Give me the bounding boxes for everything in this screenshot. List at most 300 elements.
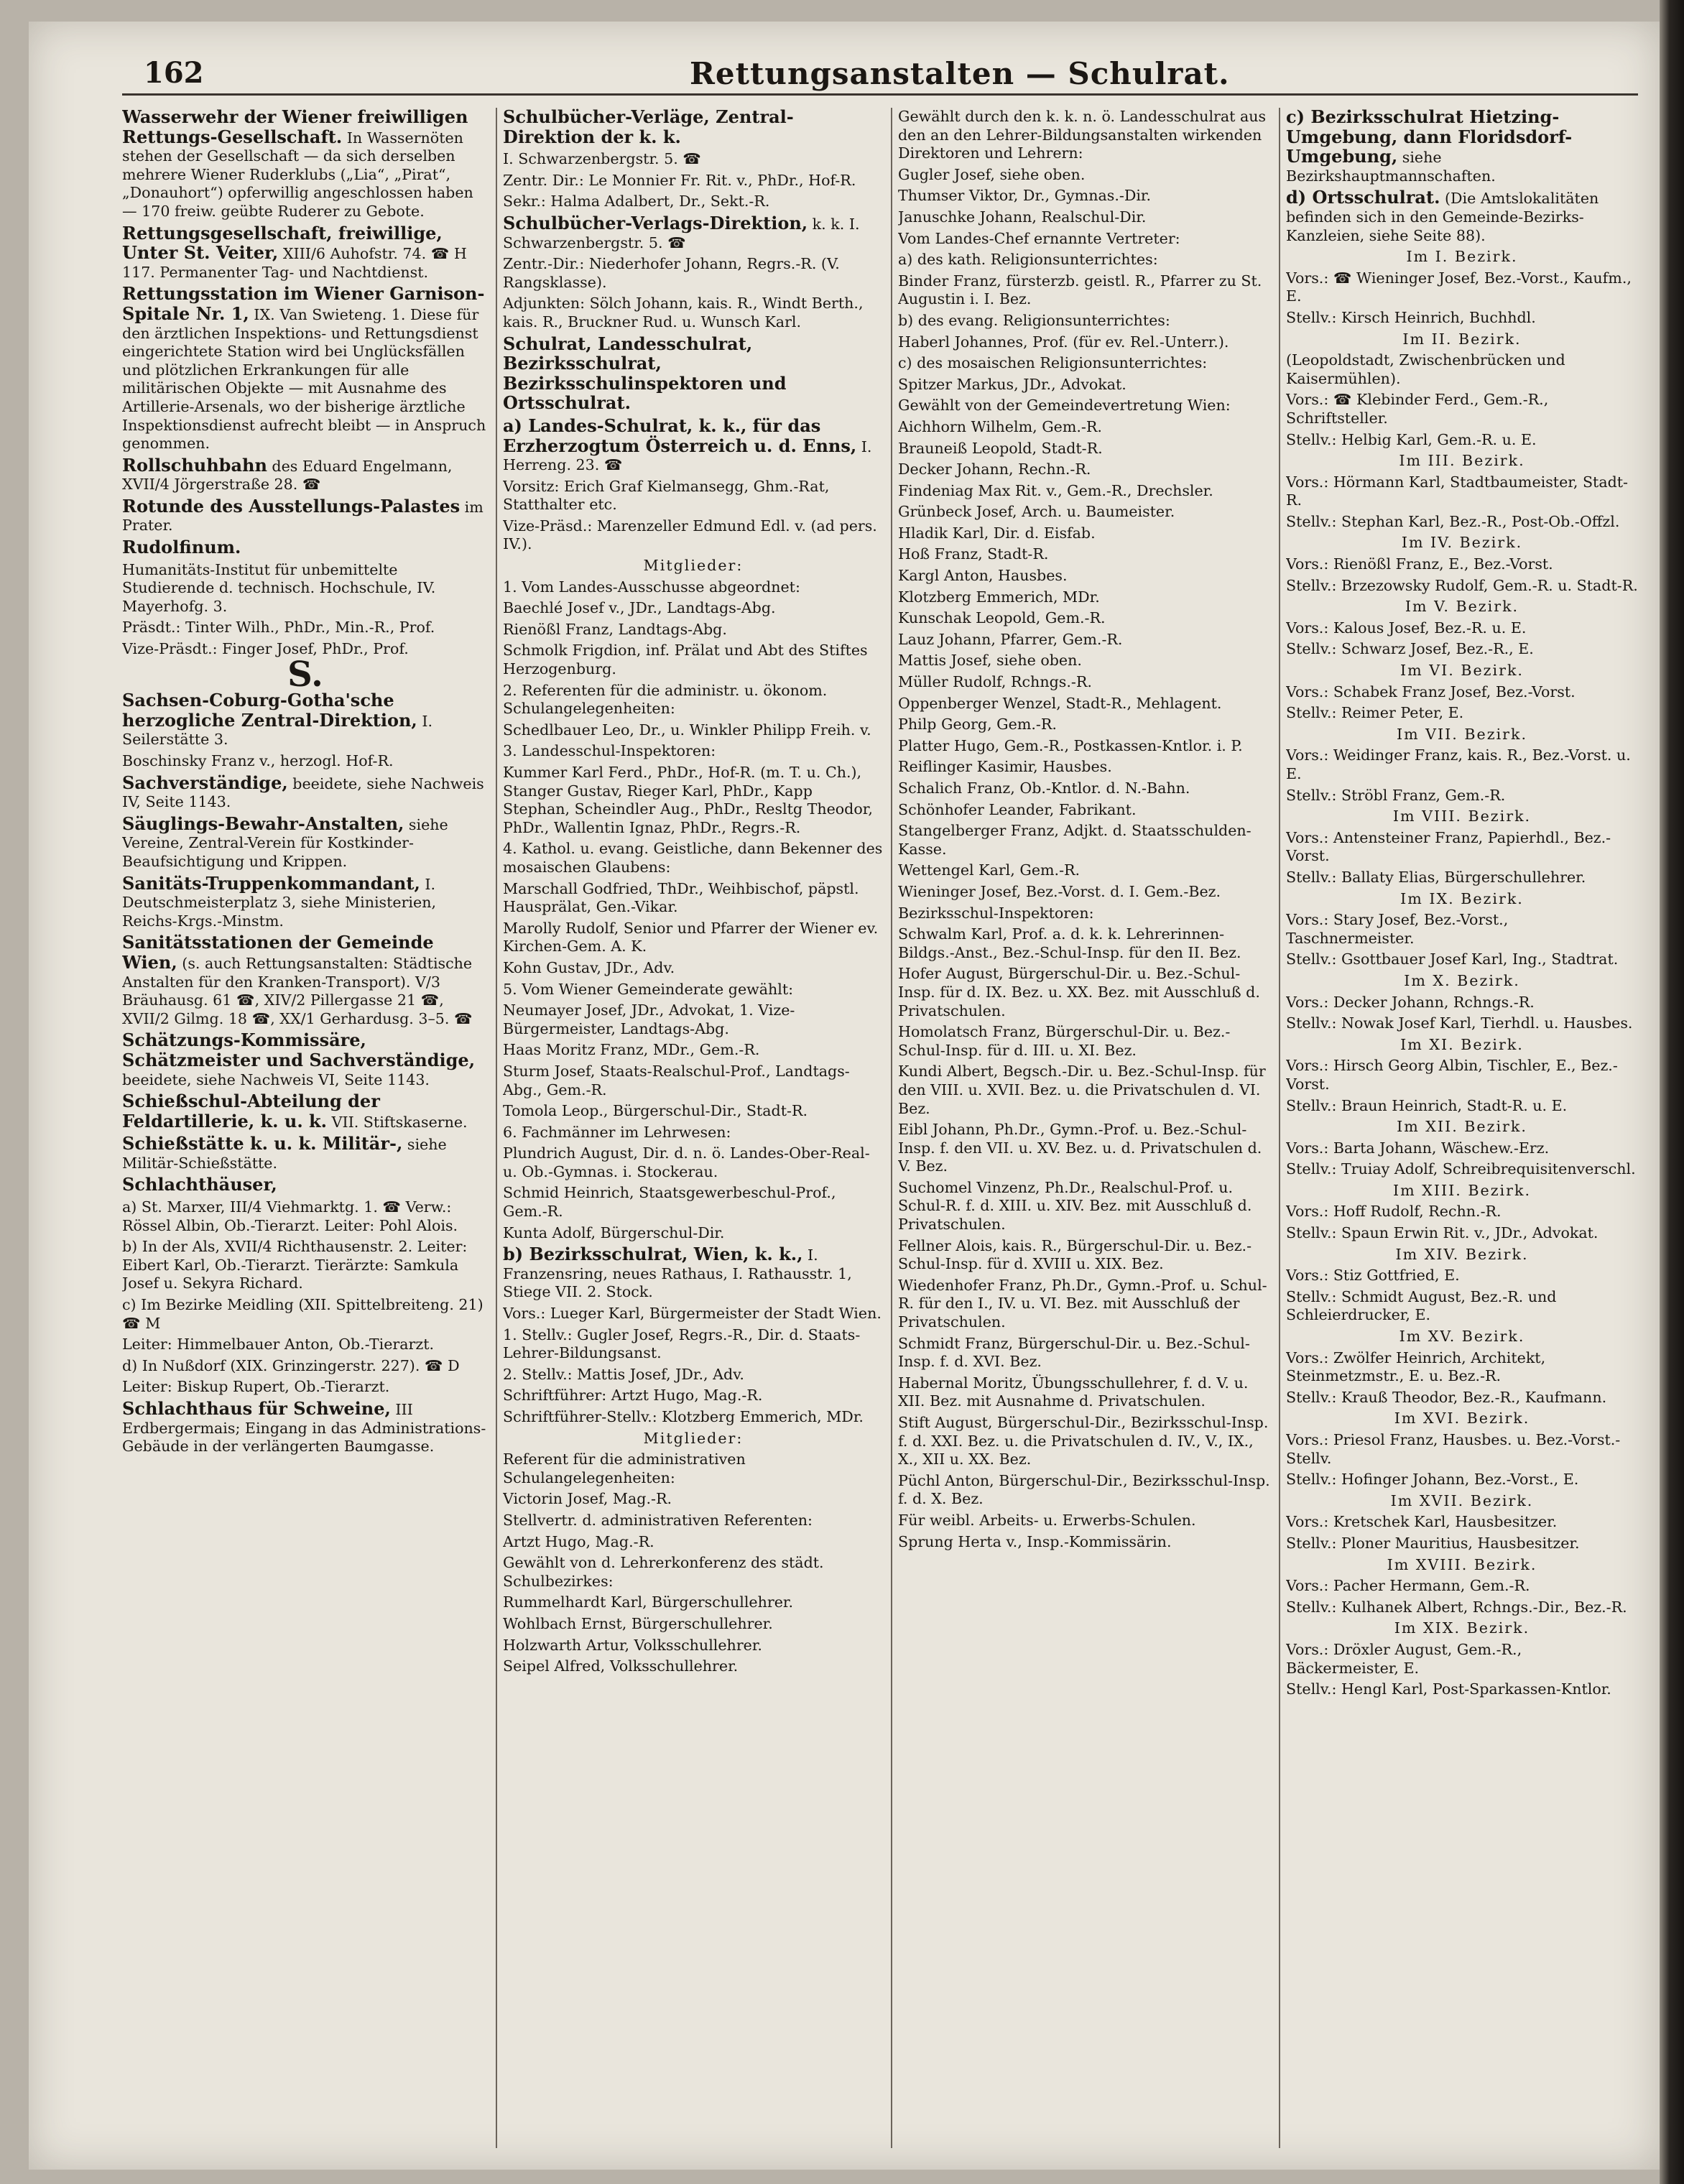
entry-text: Vize-Präsd.: Marenzeller Edmund Edl. v. (ad pers. IV.). (503, 517, 877, 553)
entry-text: c) Im Bezirke Meidling (XII. Spittelbreiteng. 21) ☎ M (122, 1296, 484, 1332)
subheading: Im XVI. Bezirk. (1394, 1410, 1530, 1428)
entry-text: Stellv.: Kulhanek Albert, Rchngs.-Dir., Bez.-R. (1286, 1598, 1627, 1616)
entry-text: Findeniag Max Rit. v., Gem.-R., Drechsler. (898, 481, 1213, 499)
entry (503, 1450, 884, 1487)
entry (1286, 513, 1638, 532)
entry (503, 214, 884, 252)
entry-text: Stellv.: Hofinger Johann, Bez.-Vorst., E. (1286, 1471, 1579, 1489)
entry-text: I. Deutschmeisterplatz 3, siehe Ministerien, Reichs-Krgs.-Minstm. (122, 875, 437, 930)
entry-heading: b) Bezirksschulrat, Wien, k. k., (503, 1244, 803, 1265)
entry-text: VII. Stiftskaserne. (327, 1113, 468, 1131)
entry (1286, 1471, 1638, 1489)
entry (898, 758, 1272, 777)
subheading: Im X. Bezirk. (1404, 971, 1520, 989)
entry (1286, 1680, 1638, 1699)
page-header (144, 56, 1581, 99)
entry (898, 588, 1272, 607)
entry (503, 1124, 884, 1142)
entry-text: Schmidt Franz, Bürgerschul-Dir. u. Bez.-Schul-Insp. f. d. XVI. Bez. (898, 1334, 1250, 1371)
entry-text: Gewählt durch den k. k. n. ö. Landesschulrat aus den an den Lehrer-Bildungsanstalten wirkenden Direktoren und Lehrern: (898, 108, 1267, 162)
entry (1286, 746, 1638, 783)
entry-text: siehe Bezirkshauptmannschaften. (1286, 149, 1496, 185)
entry-heading: Schulbücher-Verlags-Direktion, (503, 212, 808, 233)
entry (122, 1134, 489, 1172)
entry (898, 1335, 1272, 1371)
entry (898, 673, 1272, 692)
entry-text: Schriftführer-Stellv.: Klotzberg Emmerich, MDr. (503, 1408, 864, 1425)
entry-text: Stellv.: Schmidt August, Bez.-R. und Schleierdrucker, E. (1286, 1287, 1557, 1324)
entry (898, 567, 1272, 586)
entry (503, 1554, 884, 1591)
entry (898, 166, 1272, 185)
entry (122, 752, 489, 771)
entry (898, 272, 1272, 309)
entry-heading: Rotunde des Ausstellungs-Palastes (122, 495, 461, 517)
entry-text: IX. Van Swieteng. 1. Diese für den ärztlichen Inspektions- und Rettungsdienst eingerichtete Station wird bei Unglücksfällen und plötzlichen Erkrankungen für alle militärischen Objekte — mit Ausnahme des Artillerie-Arsenals, wo der bisherige ärztliche Inspektionsdienst aufrecht bleibt — in Anspruch genommen. (122, 305, 486, 453)
entry (503, 840, 884, 876)
entry-heading: Sanitätsstationen der Gemeinde Wien, (122, 932, 434, 973)
entry (503, 682, 884, 718)
entry (503, 742, 884, 761)
running-title: Rettungsanstalten — Schulrat. (690, 56, 1230, 91)
entry-text: Für weibl. Arbeits- u. Erwerbs-Schulen. (898, 1511, 1196, 1529)
entry-text: In Wassernöten stehen der Gesellschaft — da sich derselben mehrere Wiener Ruderklubs („Lia“, „Pirat“, „Donauhort“) opferwillig angeschlossen haben — 170 freiw. geübte Ruderer zu Gebote. (122, 129, 473, 220)
entry (1286, 704, 1638, 723)
entry-text: Januschke Johann, Realschul-Dir. (898, 208, 1147, 226)
entry (898, 108, 1272, 163)
entry-text: Schmolk Frigdion, inf. Prälat und Abt des Stiftes Herzogenburg. (503, 642, 868, 678)
entry (898, 251, 1272, 269)
entry-text: 3. Landesschul-Inspektoren: (503, 742, 716, 760)
entry (1286, 1267, 1638, 1285)
entry-text: I. Schwarzenbergstr. 5. ☎ (503, 150, 701, 168)
entry-text: Stellv.: Helbig Karl, Gem.-R. u. E. (1286, 430, 1537, 448)
entry-text: Platter Hugo, Gem.-R., Postkassen-Kntlor. i. P. (898, 736, 1243, 754)
entry (503, 1102, 884, 1121)
entry-text: Zentr. Dir.: Le Monnier Fr. Rit. v., PhDr., Hof-R. (503, 171, 856, 189)
entry-text: a) des kath. Religionsunterrichtes: (898, 251, 1158, 269)
entry-text: Vors.: Weidinger Franz, kais. R., Bez.-Vorst. u. E. (1286, 746, 1631, 782)
entry (898, 609, 1272, 628)
entry-text: d) In Nußdorf (XIX. Grinzingerstr. 227). ☎ D (122, 1356, 460, 1374)
entry-text: Schalich Franz, Ob.-Kntlor. d. N.-Bahn. (898, 779, 1190, 797)
entry-text: Stellv.: Ströbl Franz, Gem.-R. (1286, 786, 1506, 804)
entry-text: beeidete, siehe Nachweis VI, Seite 1143. (122, 1070, 430, 1088)
entry-heading: Schulrat, Landesschulrat, Bezirksschulrat, Bezirksschulinspektoren und Ortsschulrat. (503, 333, 787, 414)
entry (898, 1063, 1272, 1118)
entry-text: Stellv.: Reimer Peter, E. (1286, 704, 1464, 722)
entry-heading: d) Ortsschulrat. (1286, 187, 1440, 208)
entry-text: Suchomel Vinzenz, Ph.Dr., Realschul-Prof. u. Schul-R. f. d. XIII. u. XIV. Bez. mit Ausschluß d. Privatschulen. (898, 1178, 1252, 1234)
entry (122, 1378, 489, 1397)
column-divider (891, 108, 892, 2148)
entry (503, 1326, 884, 1363)
entry (1286, 555, 1638, 574)
entry-text: Plundrich August, Dir. d. n. ö. Landes-Ober-Real- u. Ob.-Gymnas. i. Stockerau. (503, 1144, 870, 1180)
entry (898, 1374, 1272, 1411)
entry (122, 1198, 489, 1235)
entry (898, 737, 1272, 756)
entry (122, 456, 489, 494)
entry (503, 721, 884, 740)
entry-text: Stellv.: Stephan Karl, Bez.-R., Post-Ob.-Offzl. (1286, 512, 1620, 530)
entry (898, 1237, 1272, 1274)
entry (1286, 1014, 1638, 1033)
entry (503, 1184, 884, 1221)
entry-heading: Rettungsstation im Wiener Garnison-Spitale Nr. 1, (122, 283, 485, 324)
entry-text: Gewählt von der Gemeindevertretung Wien: (898, 397, 1231, 415)
entry-text: Eibl Johann, Ph.Dr., Gymn.-Prof. u. Bez.-Schul-Insp. f. den VII. u. XV. Bez. u. d. Privatschulen d. V. Bez. (898, 1121, 1262, 1175)
entry-text: Klotzberg Emmerich, MDr. (898, 588, 1100, 606)
entry-text: Stangelberger Franz, Adjkt. d. Staatsschulden-Kasse. (898, 822, 1252, 858)
entry (898, 440, 1272, 458)
entry (122, 224, 489, 282)
entry-text: Vors.: Antensteiner Franz, Papierhdl., Bez.-Vorst. (1286, 828, 1611, 865)
entry-text: Stellv.: Hengl Karl, Post-Sparkassen-Kntlor. (1286, 1680, 1611, 1698)
entry-text: Vors.: Priesol Franz, Hausbes. u. Bez.-Vorst.-Stellv. (1286, 1431, 1621, 1467)
entry (898, 1023, 1272, 1060)
text-column-3 (898, 108, 1272, 2155)
subheading: Im IX. Bezirk. (1400, 889, 1524, 907)
entry (122, 1336, 489, 1354)
entry-text: c) des mosaischen Religionsunterrichtes: (898, 354, 1208, 372)
entry-text: Wieninger Josef, Bez.-Vorst. d. I. Gem.-Bez. (898, 882, 1221, 900)
entry (503, 642, 884, 678)
entry (898, 631, 1272, 649)
entry-text: 5. Vom Wiener Gemeinderate gewählt: (503, 980, 794, 998)
entry (898, 482, 1272, 501)
entry-text: Wiedenhofer Franz, Ph.Dr., Gymn.-Prof. u. Schul-R. für den I., IV. u. VI. Bez. mit Ausschluß der Privatschulen. (898, 1276, 1267, 1331)
entry-text: (Leopoldstadt, Zwischenbrücken und Kaisermühlen). (1286, 351, 1565, 387)
subheading: Im XII. Bezirk. (1397, 1118, 1527, 1136)
entry (503, 478, 884, 514)
entry (898, 376, 1272, 394)
subheading: Im XI. Bezirk. (1400, 1035, 1524, 1053)
entry-text: Stellv.: Nowak Josef Karl, Tierhdl. u. Hausbes. (1286, 1014, 1633, 1032)
entry-text: Wohlbach Ernst, Bürgerschullehrer. (503, 1614, 773, 1632)
entry-text: Vom Landes-Chef ernannte Vertreter: (898, 229, 1180, 247)
entry (503, 172, 884, 190)
entry-text: Decker Johann, Rechn.-R. (898, 461, 1091, 478)
entry (1286, 994, 1638, 1012)
entry-text: Stellv.: Ploner Mauritius, Hausbesitzer. (1286, 1534, 1580, 1552)
entry (1286, 188, 1638, 245)
text-column-4 (1286, 108, 1638, 2155)
entry-text: Philp Georg, Gem.-R. (898, 716, 1057, 734)
entry (122, 1296, 489, 1333)
entry (1286, 911, 1638, 948)
text-column-1 (122, 108, 489, 2155)
entry-text: Binder Franz, fürsterzb. geistl. R., Pfarrer zu St. Augustin i. I. Bez. (898, 272, 1262, 308)
entry-text: Vors.: Barta Johann, Wäschew.-Erz. (1286, 1139, 1550, 1157)
subheading: Im VI. Bezirk. (1400, 662, 1524, 680)
entry (898, 208, 1272, 227)
entry (898, 1277, 1272, 1332)
entry (503, 1637, 884, 1655)
entry-text: Vors.: Zwölfer Heinrich, Architekt, Steinmetzmstr., E. u. Bez.-R. (1286, 1348, 1546, 1385)
entry (1286, 640, 1638, 659)
entry-text: Vize-Präsdt.: Finger Josef, PhDr., Prof. (122, 640, 409, 658)
entry-heading: Schätzungs-Kommissäre, Schätzmeister und Sachverständige, (122, 1029, 476, 1070)
entry-text: XIII/6 Auhofstr. 74. ☎ H 117. Permanenter Tag- und Nachtdienst. (122, 245, 467, 281)
entry-text: 2. Referenten für die administr. u. ökonom. Schulangelegenheiten: (503, 681, 828, 718)
entry (122, 1399, 489, 1456)
entry (503, 1533, 884, 1552)
entry-text: b) des evang. Religionsunterrichtes: (898, 311, 1170, 329)
entry-text: Kunschak Leopold, Gem.-R. (898, 609, 1106, 627)
entry-text: Homolatsch Franz, Bürgerschul-Dir. u. Bez.-Schul-Insp. für d. III. u. XI. Bez. (898, 1023, 1231, 1059)
entry-text: Vors.: Rienößl Franz, E., Bez.-Vorst. (1286, 555, 1553, 573)
entry (898, 779, 1272, 798)
subheading: Im III. Bezirk. (1399, 452, 1525, 470)
entry-heading: Rollschuhbahn (122, 454, 267, 476)
entry-heading: Rudolfinum. (122, 537, 241, 558)
entry-text: Haberl Johannes, Prof. (für ev. Rel.-Unterr.). (898, 333, 1229, 351)
subheading: Im IV. Bezirk. (1401, 534, 1523, 552)
entry (1286, 1577, 1638, 1596)
entry-text: Vors.: Kalous Josef, Bez.-R. u. E. (1286, 619, 1527, 637)
entry (122, 1357, 489, 1376)
entry (1286, 829, 1638, 866)
entry-text: Sprung Herta v., Insp.-Kommissärin. (898, 1532, 1172, 1550)
entry (1286, 1203, 1638, 1221)
entry (898, 354, 1272, 373)
entry (1286, 431, 1638, 450)
entry (898, 861, 1272, 880)
entry (898, 333, 1272, 352)
entry-text: Schwalm Karl, Prof. a. d. k. k. Lehrerinnen-Bildgs.-Anst., Bez.-Schul-Insp. für den II. Bez. (898, 925, 1241, 961)
entry (503, 295, 884, 331)
entry-text: Stift August, Bürgerschul-Dir., Bezirksschul-Insp. f. d. XXI. Bez. u. die Privatschulen d. IV., V., IX., X., XII u. XX. Bez. (898, 1414, 1269, 1468)
entry-text: des Eduard Engelmann, XVII/4 Jörgerstraße 28. ☎ (122, 457, 453, 494)
entry (1286, 1513, 1638, 1532)
entry-heading: Säuglings-Bewahr-Anstalten, (122, 813, 404, 834)
entry-heading: Sanitäts-Truppenkommandant, (122, 872, 420, 894)
entry (122, 561, 489, 616)
entry (503, 1387, 884, 1405)
entry (1286, 309, 1638, 328)
entry-heading: Schießschul-Abteilung der Feldartillerie, k. u. k. (122, 1091, 380, 1132)
entry (898, 1512, 1272, 1530)
subheading: Im II. Bezirk. (1402, 330, 1522, 348)
entry-text: Hoß Franz, Stadt-R. (898, 545, 1049, 563)
entry (898, 904, 1272, 923)
entry (122, 497, 489, 535)
entry (122, 691, 489, 749)
entry-text: Rummelhardt Karl, Bürgerschullehrer. (503, 1593, 794, 1611)
subheading: Im XIII. Bezirk. (1393, 1181, 1531, 1199)
entry-text: 1. Vom Landes-Ausschusse abgeordnet: (503, 578, 800, 596)
entry (122, 774, 489, 812)
entry-text: Grünbeck Josef, Arch. u. Baumeister. (898, 503, 1175, 521)
entry-heading: Wasserwehr der Wiener freiwilligen Rettungs-Gesellschaft. (122, 108, 468, 147)
entry (1286, 683, 1638, 702)
entry (898, 418, 1272, 437)
page-number: 162 (144, 56, 204, 90)
entry (122, 284, 489, 453)
entry-text: Stellv.: Kirsch Heinrich, Buchhdl. (1286, 308, 1536, 326)
entry-text: a) St. Marxer, III/4 Viehmarktg. 1. ☎ Verw.: Rössel Albin, Ob.-Tierarzt. Leiter: Pohl Alois. (122, 1198, 458, 1234)
entry-text: Vors.: Pacher Hermann, Gem.-R. (1286, 1577, 1530, 1595)
entry-text: I. Herreng. 23. ☎ (503, 438, 872, 474)
entry (503, 599, 884, 618)
subheading: Im XV. Bezirk. (1399, 1328, 1525, 1346)
entry-text: 4. Kathol. u. evang. Geistliche, dann Bekenner des mosaischen Glaubens: (503, 840, 883, 876)
entry-text: Vors.: Schabek Franz Josef, Bez.-Vorst. (1286, 682, 1576, 700)
entry-text: Seipel Alfred, Volksschullehrer. (503, 1657, 739, 1675)
entry-text: Stellv.: Krauß Theodor, Bez.-R., Kaufmann. (1286, 1388, 1607, 1406)
entry-text: Stellv.: Truiay Adolf, Schreibrequisitenverschl. (1286, 1160, 1636, 1178)
entry (503, 959, 884, 978)
entry-text: Hofer August, Bürgerschul-Dir. u. Bez.-Schul-Insp. für d. IX. Bez. u. XX. Bez. mit Ausschluß d. Privatschulen. (898, 965, 1260, 1019)
entry (503, 1512, 884, 1530)
entry (503, 1490, 884, 1509)
entry-text: 6. Fachmänner im Lehrwesen: (503, 1123, 731, 1141)
entry (503, 1593, 884, 1612)
entry-text: 2. Stellv.: Mattis Josef, JDr., Adv. (503, 1365, 744, 1383)
entry-text: Gugler Josef, siehe oben. (898, 165, 1086, 183)
entry (503, 1001, 884, 1038)
entry-heading: Sachverständige, (122, 772, 288, 793)
entry-text: Haas Moritz Franz, MDr., Gem.-R. (503, 1041, 760, 1059)
entry (898, 883, 1272, 902)
entry-text: im Prater. (122, 498, 484, 535)
entry (1286, 108, 1638, 185)
subheading: Im XVIII. Bezirk. (1387, 1555, 1537, 1573)
entry (898, 1179, 1272, 1234)
entry (898, 1472, 1272, 1509)
entry (503, 255, 884, 292)
entry (503, 335, 884, 414)
entry (1286, 1224, 1638, 1243)
entry (503, 517, 884, 554)
entry-text: Adjunkten: Sölch Johann, kais. R., Windt Berth., kais. R., Bruckner Rud. u. Wunsch Karl. (503, 295, 864, 330)
entry-text: Vorsitz: Erich Graf Kielmansegg, Ghm.-Rat, Statthalter etc. (503, 477, 830, 514)
entry-text: Stellvertr. d. administrativen Referenten: (503, 1511, 813, 1529)
entry-text: Stellv.: Schwarz Josef, Bez.-R., E. (1286, 640, 1534, 658)
entry-text: Lauz Johann, Pfarrer, Gem.-R. (898, 630, 1123, 648)
entry-text: Aichhorn Wilhelm, Gem.-R. (898, 417, 1102, 435)
entry-text: Stellv.: Ballaty Elias, Bürgerschullehrer. (1286, 868, 1586, 886)
entry (1286, 1057, 1638, 1093)
entry (503, 1063, 884, 1099)
entry (898, 545, 1272, 564)
entry (503, 880, 884, 917)
entry (503, 764, 884, 837)
subheading: Im VII. Bezirk. (1396, 725, 1528, 743)
entry (898, 503, 1272, 522)
entry-text: Vors.: Hörmann Karl, Stadtbaumeister, Stadt-R. (1286, 473, 1629, 509)
entry-heading: Schießstätte k. u. k. Militär-, (122, 1133, 403, 1155)
entry (1286, 1349, 1638, 1386)
entry (503, 1305, 884, 1323)
entry-text: Stellv.: Braun Heinrich, Stadt-R. u. E. (1286, 1096, 1568, 1114)
entry (898, 1121, 1272, 1176)
entry (898, 822, 1272, 859)
entry-text: I. Seilerstätte 3. (122, 712, 433, 749)
page-edge-shadow (1660, 0, 1684, 2184)
entry-text: Stellv.: Gsottbauer Josef Karl, Ing., Stadtrat. (1286, 950, 1619, 968)
entry (898, 801, 1272, 820)
entry-text: Humanitäts-Institut für unbemittelte Studierende d. technisch. Hochschule, IV. Mayerhofg. 3. (122, 560, 436, 615)
entry-heading: Schulbücher-Verläge, Zentral-Direktion der k. k. (503, 108, 794, 147)
entry-text: Tomola Leop., Bürgerschul-Dir., Stadt-R. (503, 1102, 808, 1120)
entry-text: Fellner Alois, kais. R., Bürgerschul-Dir. u. Bez.-Schul-Insp. für d. XVIII u. XIX. Bez. (898, 1236, 1252, 1273)
entry (503, 1615, 884, 1634)
entry-text: Vors.: Hoff Rudolf, Rechn.-R. (1286, 1203, 1502, 1221)
entry-text: Sturm Josef, Staats-Realschul-Prof., Landtags-Abg., Gem.-R. (503, 1062, 850, 1098)
entry (1286, 950, 1638, 969)
entry (898, 312, 1272, 330)
entry-text: Wettengel Karl, Gem.-R. (898, 861, 1081, 879)
entry-heading: a) Landes-Schulrat, k. k., für das Erzherzogtum Österreich u. d. Enns, (503, 415, 857, 456)
entry (898, 1533, 1272, 1552)
entry-heading: Sachsen-Coburg-Gotha'sche herzogliche Zentral-Direktion, (122, 690, 417, 731)
entry-text: Thumser Viktor, Dr., Gymnas.-Dir. (898, 187, 1152, 205)
entry-text: Kohn Gustav, JDr., Adv. (503, 958, 675, 976)
entry-text: Kundi Albert, Begsch.-Dir. u. Bez.-Schul-Insp. für den VIII. u. XVII. Bez. u. die Privatschulen d. VI. Bez. (898, 1063, 1266, 1117)
entry-text: Schedlbauer Leo, Dr., u. Winkler Philipp Freih. v. (503, 721, 871, 739)
entry-text: Reiflinger Kasimir, Hausbes. (898, 758, 1112, 776)
entry-text: Leiter: Himmelbauer Anton, Ob.-Tierarzt. (122, 1336, 435, 1354)
entry-text: Vors.: Decker Johann, Rchngs.-R. (1286, 993, 1535, 1011)
entry (503, 1657, 884, 1676)
subheading: Im XIV. Bezirk. (1395, 1245, 1529, 1263)
entry-text: Hladik Karl, Dir. d. Eisfab. (898, 524, 1096, 542)
entry (898, 1414, 1272, 1469)
entry (898, 397, 1272, 415)
entry-text: Schönhofer Leander, Fabrikant. (898, 800, 1137, 818)
entry (898, 965, 1272, 1020)
entry (1286, 473, 1638, 510)
entry (503, 1408, 884, 1427)
entry-heading: Schlachthäuser, (122, 1174, 277, 1195)
entry-text: Stellv.: Brzezowsky Rudolf, Gem.-R. u. Stadt-R. (1286, 576, 1638, 594)
subheading: Im I. Bezirk. (1406, 248, 1518, 266)
entry-text: Püchl Anton, Bürgerschul-Dir., Bezirksschul-Insp. f. d. X. Bez. (898, 1471, 1270, 1508)
entry-text: Müller Rudolf, Rchngs.-R. (898, 673, 1092, 691)
entry-text: Neumayer Josef, JDr., Advokat, 1. Vize-Bürgermeister, Landtags-Abg. (503, 1001, 795, 1037)
subheading: Im VIII. Bezirk. (1392, 808, 1532, 825)
entry (1286, 1139, 1638, 1158)
entry (1286, 1641, 1638, 1678)
entry (898, 230, 1272, 249)
entry-text: Leiter: Biskup Rupert, Ob.-Tierarzt. (122, 1378, 390, 1396)
entry-text: 1. Stellv.: Gugler Josef, Regrs.-R., Dir. d. Staats-Lehrer-Bildungsanst. (503, 1325, 861, 1362)
subheading: Mitglieder: (643, 1429, 744, 1447)
entry-text: Schriftführer: Artzt Hugo, Mag.-R. (503, 1387, 763, 1405)
entry (122, 815, 489, 871)
entry-heading: Schlachthaus für Schweine, (122, 1398, 391, 1419)
entry-heading: c) Bezirksschulrat Hietzing-Umgebung, dann Floridsdorf-Umgebung, (1286, 108, 1573, 167)
subheading: Im V. Bezirk. (1405, 598, 1519, 616)
column-divider (496, 108, 497, 2148)
entry-text: Stellv.: Spaun Erwin Rit. v., JDr., Advokat. (1286, 1224, 1599, 1242)
entry-heading: Rettungsgesellschaft, freiwillige, Unter St. Veiter, (122, 222, 443, 264)
entry (1286, 1389, 1638, 1407)
entry-text: Gewählt von d. Lehrerkonferenz des städt. Schulbezirkes: (503, 1554, 824, 1590)
entry-text: Zentr.-Dir.: Niederhofer Johann, Regrs.-R. (V. Rangsklasse). (503, 255, 840, 291)
entry-text: Rienößl Franz, Landtags-Abg. (503, 620, 727, 638)
entry-text: (s. auch Rettungsanstalten: Städtische Anstalten für den Kranken-Transport). V/3 Bräuhausg. 61 ☎, XIV/2 Pillergasse 21 ☎, XVII/2 Gilmg. 18 ☎, XX/1 Gerhardusg. 3–5. ☎ (122, 954, 473, 1027)
entry (122, 108, 489, 221)
entry-text: Schmid Heinrich, Staatsgewerbeschul-Prof., Gem.-R. (503, 1184, 836, 1221)
entry (1286, 269, 1638, 306)
entry (503, 1224, 884, 1243)
entry (1286, 619, 1638, 638)
entry-text: Bezirksschul-Inspektoren: (898, 904, 1094, 922)
entry (1286, 787, 1638, 805)
